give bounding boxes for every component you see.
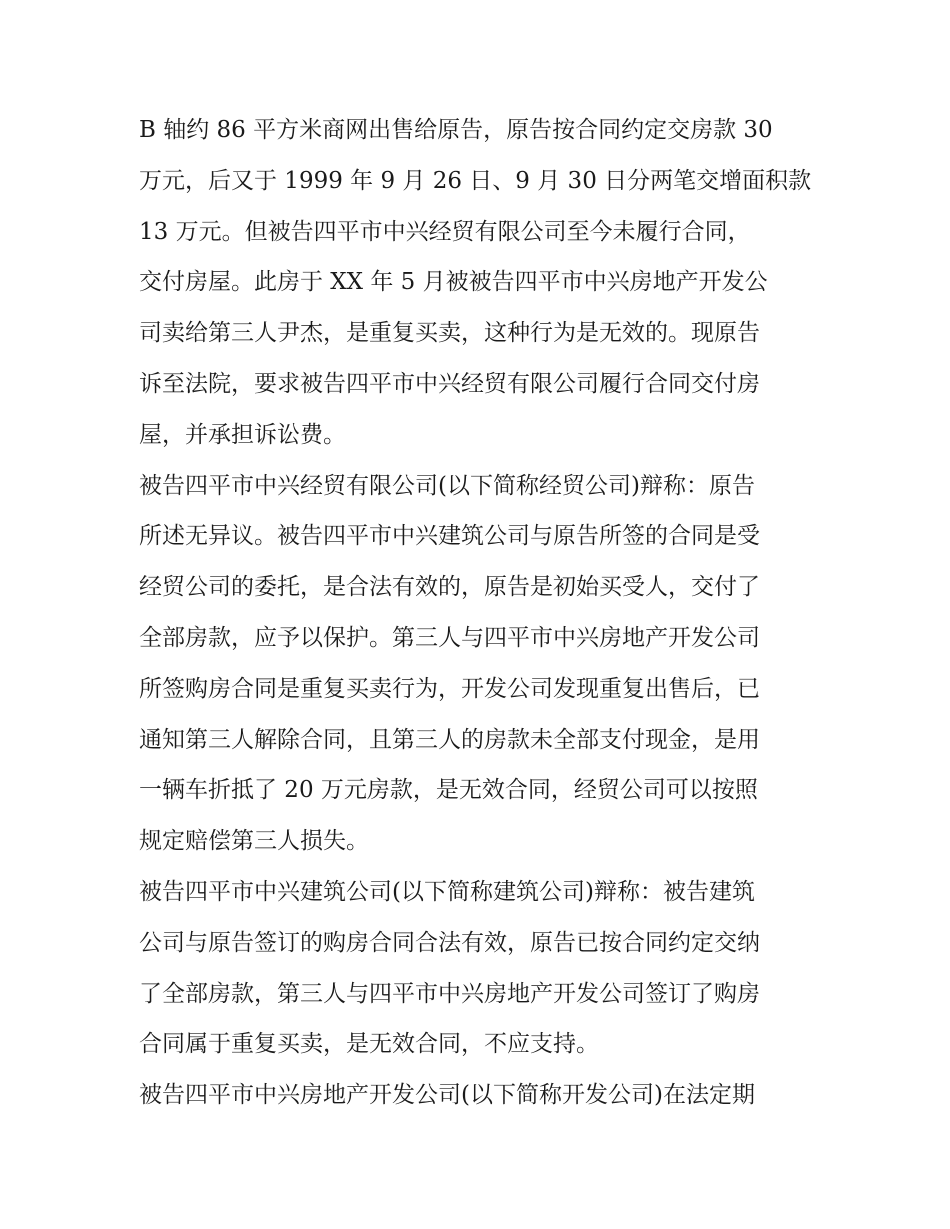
text-line: 屋，并承担诉讼费。 (139, 421, 346, 448)
text-line: 合同属于重复买卖，是无效合同，不应支持。 (139, 1031, 599, 1058)
text-line: 一辆车折抵了 20 万元房款，是无效合同，经贸公司可以按照 (139, 777, 758, 804)
text-line: 经贸公司的委托，是合法有效的，原告是初始买受人，交付了 (139, 574, 760, 601)
text-line: 13 万元。但被告四平市中兴经贸有限公司至今未履行合同， (139, 218, 751, 245)
text-line: 被告四平市中兴房地产开发公司(以下简称开发公司)在法定期 (139, 1082, 755, 1109)
text-line: 交付房屋。此房于 XX 年 5 月被被告四平市中兴房地产开发公 (139, 269, 768, 296)
text-line: 诉至法院，要求被告四平市中兴经贸有限公司履行合同交付房 (139, 370, 760, 397)
text-line: 公司与原告签订的购房合同合法有效，原告已按合同约定交纳 (139, 929, 760, 956)
text-line: 全部房款，应予以保护。第三人与四平市中兴房地产开发公司 (139, 624, 760, 651)
text-line: 通知第三人解除合同，且第三人的房款未全部支付现金，是用 (139, 726, 760, 753)
text-line: 了全部房款，第三人与四平市中兴房地产开发公司签订了购房 (139, 980, 760, 1007)
text-line: 所述无异议。被告四平市中兴建筑公司与原告所签的合同是受 (139, 523, 760, 550)
text-line: 司卖给第三人尹杰，是重复买卖，这种行为是无效的。现原告 (139, 320, 760, 347)
text-line: 万元，后又于 1999 年 9 月 26 日、9 月 30 日分两笔交增面积款 (139, 167, 812, 194)
text-line: 规定赔偿第三人损失。 (139, 828, 369, 855)
text-line: B 轴约 86 平方米商网出售给原告，原告按合同约定交房款 30 (139, 117, 773, 143)
text-line: 被告四平市中兴经贸有限公司(以下简称经贸公司)辩称：原告 (139, 472, 755, 499)
document-body (139, 110, 819, 1126)
text-line: 被告四平市中兴建筑公司(以下简称建筑公司)辩称：被告建筑 (139, 878, 755, 905)
text-line: 所签购房合同是重复买卖行为，开发公司发现重复出售后，已 (139, 675, 760, 702)
